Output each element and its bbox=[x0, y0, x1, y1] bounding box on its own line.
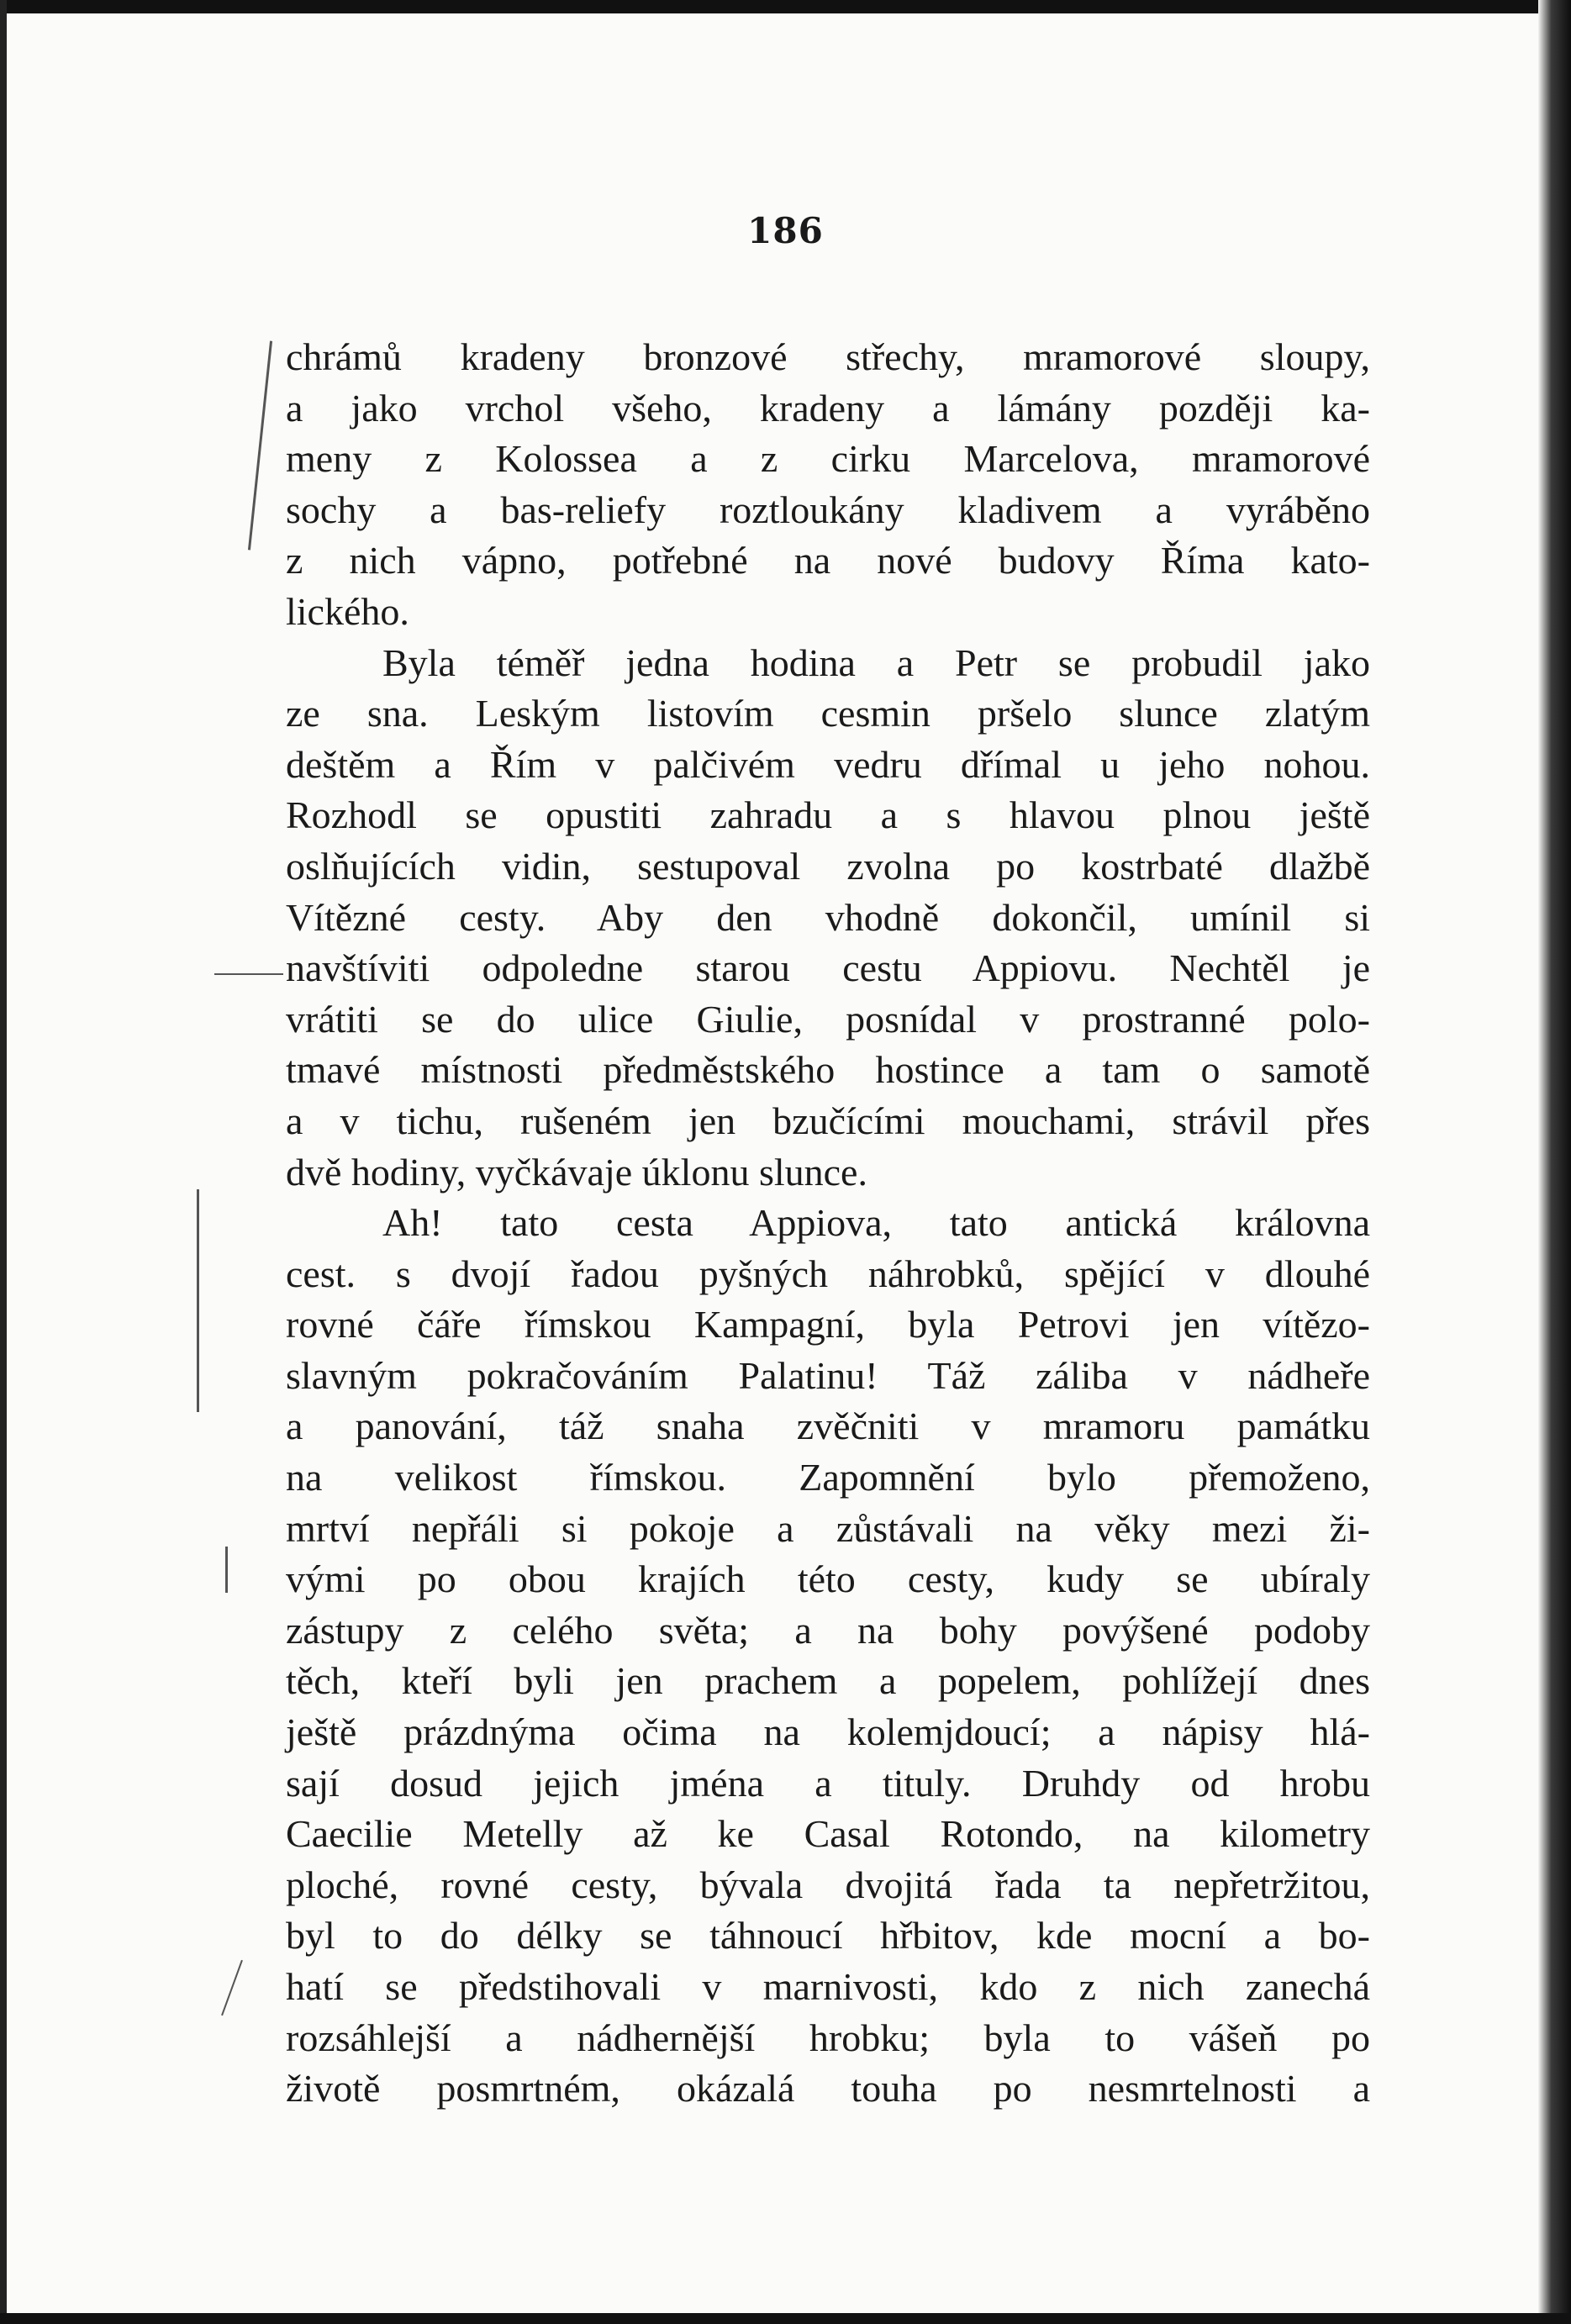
text-line: byl to do délky se táhnoucí hřbitov, kde mocní a bo- bbox=[286, 1914, 1370, 1958]
text-line: Ah! tato cesta Appiova, tato antická královna bbox=[382, 1201, 1370, 1245]
text-line: Vítězné cesty. Aby den vhodně dokončil, umínil si bbox=[286, 895, 1370, 939]
text-line: mrtví nepřáli si pokoje a zůstávali na věky mezi ži- bbox=[286, 1506, 1370, 1550]
text-line: ještě prázdnýma očima na kolemjdoucí; a nápisy hlá- bbox=[286, 1710, 1370, 1754]
text-line: meny z Kolossea a z cirku Marcelova, mramorové bbox=[286, 437, 1370, 481]
text-line: navštíviti odpoledne starou cestu Appiovu. Nechtěl je bbox=[286, 946, 1370, 990]
text-line: ploché, rovné cesty, bývala dvojitá řada ta nepřetržitou, bbox=[286, 1863, 1370, 1906]
text-line: cest. s dvojí řadou pyšných náhrobků, spějící v dlouhé bbox=[286, 1252, 1370, 1295]
text-line: a v tichu, rušeném jen bzučícími mouchami, strávil přes bbox=[286, 1099, 1370, 1142]
text-line: sochy a bas-reliefy roztloukány kladivem a vyráběno bbox=[286, 487, 1370, 531]
scan-edge-bottom bbox=[0, 2313, 1571, 2324]
text-line: deštěm a Řím v palčivém vedru dřímal u jeho nohou. bbox=[286, 742, 1370, 786]
text-line: Caecilie Metelly až ke Casal Rotondo, na kilometry bbox=[286, 1812, 1370, 1856]
text-line: sají dosud jejich jména a tituly. Druhdy od hrobu bbox=[286, 1761, 1370, 1805]
scan-edge-left bbox=[0, 0, 7, 2324]
margin-pencil-mark bbox=[214, 973, 283, 975]
text-line: Byla téměř jedna hodina a Petr se probudil jako bbox=[382, 640, 1370, 684]
body-text bbox=[286, 332, 1370, 2115]
text-line: z nich vápno, potřebné na nové budovy Říma kato- bbox=[286, 539, 1370, 582]
text-line: oslňujících vidin, sestupoval zvolna po kostrbaté dlažbě bbox=[286, 844, 1370, 888]
text-line: zástupy z celého světa; a na bohy povýšené podoby bbox=[286, 1608, 1370, 1652]
text-line: Rozhodl se opustiti zahradu a s hlavou plnou ještě bbox=[286, 793, 1370, 837]
text-line: vrátiti se do ulice Giulie, posnídal v prostranné polo- bbox=[286, 997, 1370, 1041]
text-line: ze sna. Leským listovím cesmin pršelo slunce zlatým bbox=[286, 692, 1370, 735]
text-line: slavným pokračováním Palatinu! Táž záliba v nádheře bbox=[286, 1353, 1370, 1397]
text-line: na velikost římskou. Zapomnění bylo přemoženo, bbox=[286, 1456, 1370, 1499]
margin-pencil-mark bbox=[225, 1547, 228, 1593]
text-line: životě posmrtném, okázalá touha po nesmrtelnosti a bbox=[286, 2067, 1370, 2111]
text-line: hatí se předstihovali v marnivosti, kdo z nich zanechá bbox=[286, 1965, 1370, 2008]
scan-edge-top bbox=[0, 0, 1571, 13]
text-line: dvě hodiny, vyčkávaje úklonu slunce. bbox=[286, 1150, 867, 1194]
margin-pencil-mark bbox=[221, 1960, 243, 2016]
text-line: vými po obou krajích této cesty, kudy se ubíraly bbox=[286, 1557, 1370, 1601]
text-line: tmavé místnosti předměstského hostince a tam o samotě bbox=[286, 1048, 1370, 1092]
margin-pencil-mark bbox=[197, 1189, 199, 1412]
text-line: lického. bbox=[286, 589, 409, 633]
text-line: těch, kteří byli jen prachem a popelem, pohlížejí dnes bbox=[286, 1659, 1370, 1703]
text-line: a panování, táž snaha zvěčniti v mramoru památku bbox=[286, 1404, 1370, 1448]
text-line: rovné čáře římskou Kampagní, byla Petrovi jen vítězo- bbox=[286, 1303, 1370, 1346]
margin-pencil-mark bbox=[248, 341, 272, 551]
scan-edge-right bbox=[1538, 0, 1571, 2324]
text-line: chrámů kradeny bronzové střechy, mramorové sloupy, bbox=[286, 335, 1370, 378]
text-line: rozsáhlejší a nádhernější hrobku; byla to vášeň po bbox=[286, 2016, 1370, 2059]
text-line: a jako vrchol všeho, kradeny a lámány později ka- bbox=[286, 386, 1370, 429]
page-number: 186 bbox=[747, 210, 824, 251]
